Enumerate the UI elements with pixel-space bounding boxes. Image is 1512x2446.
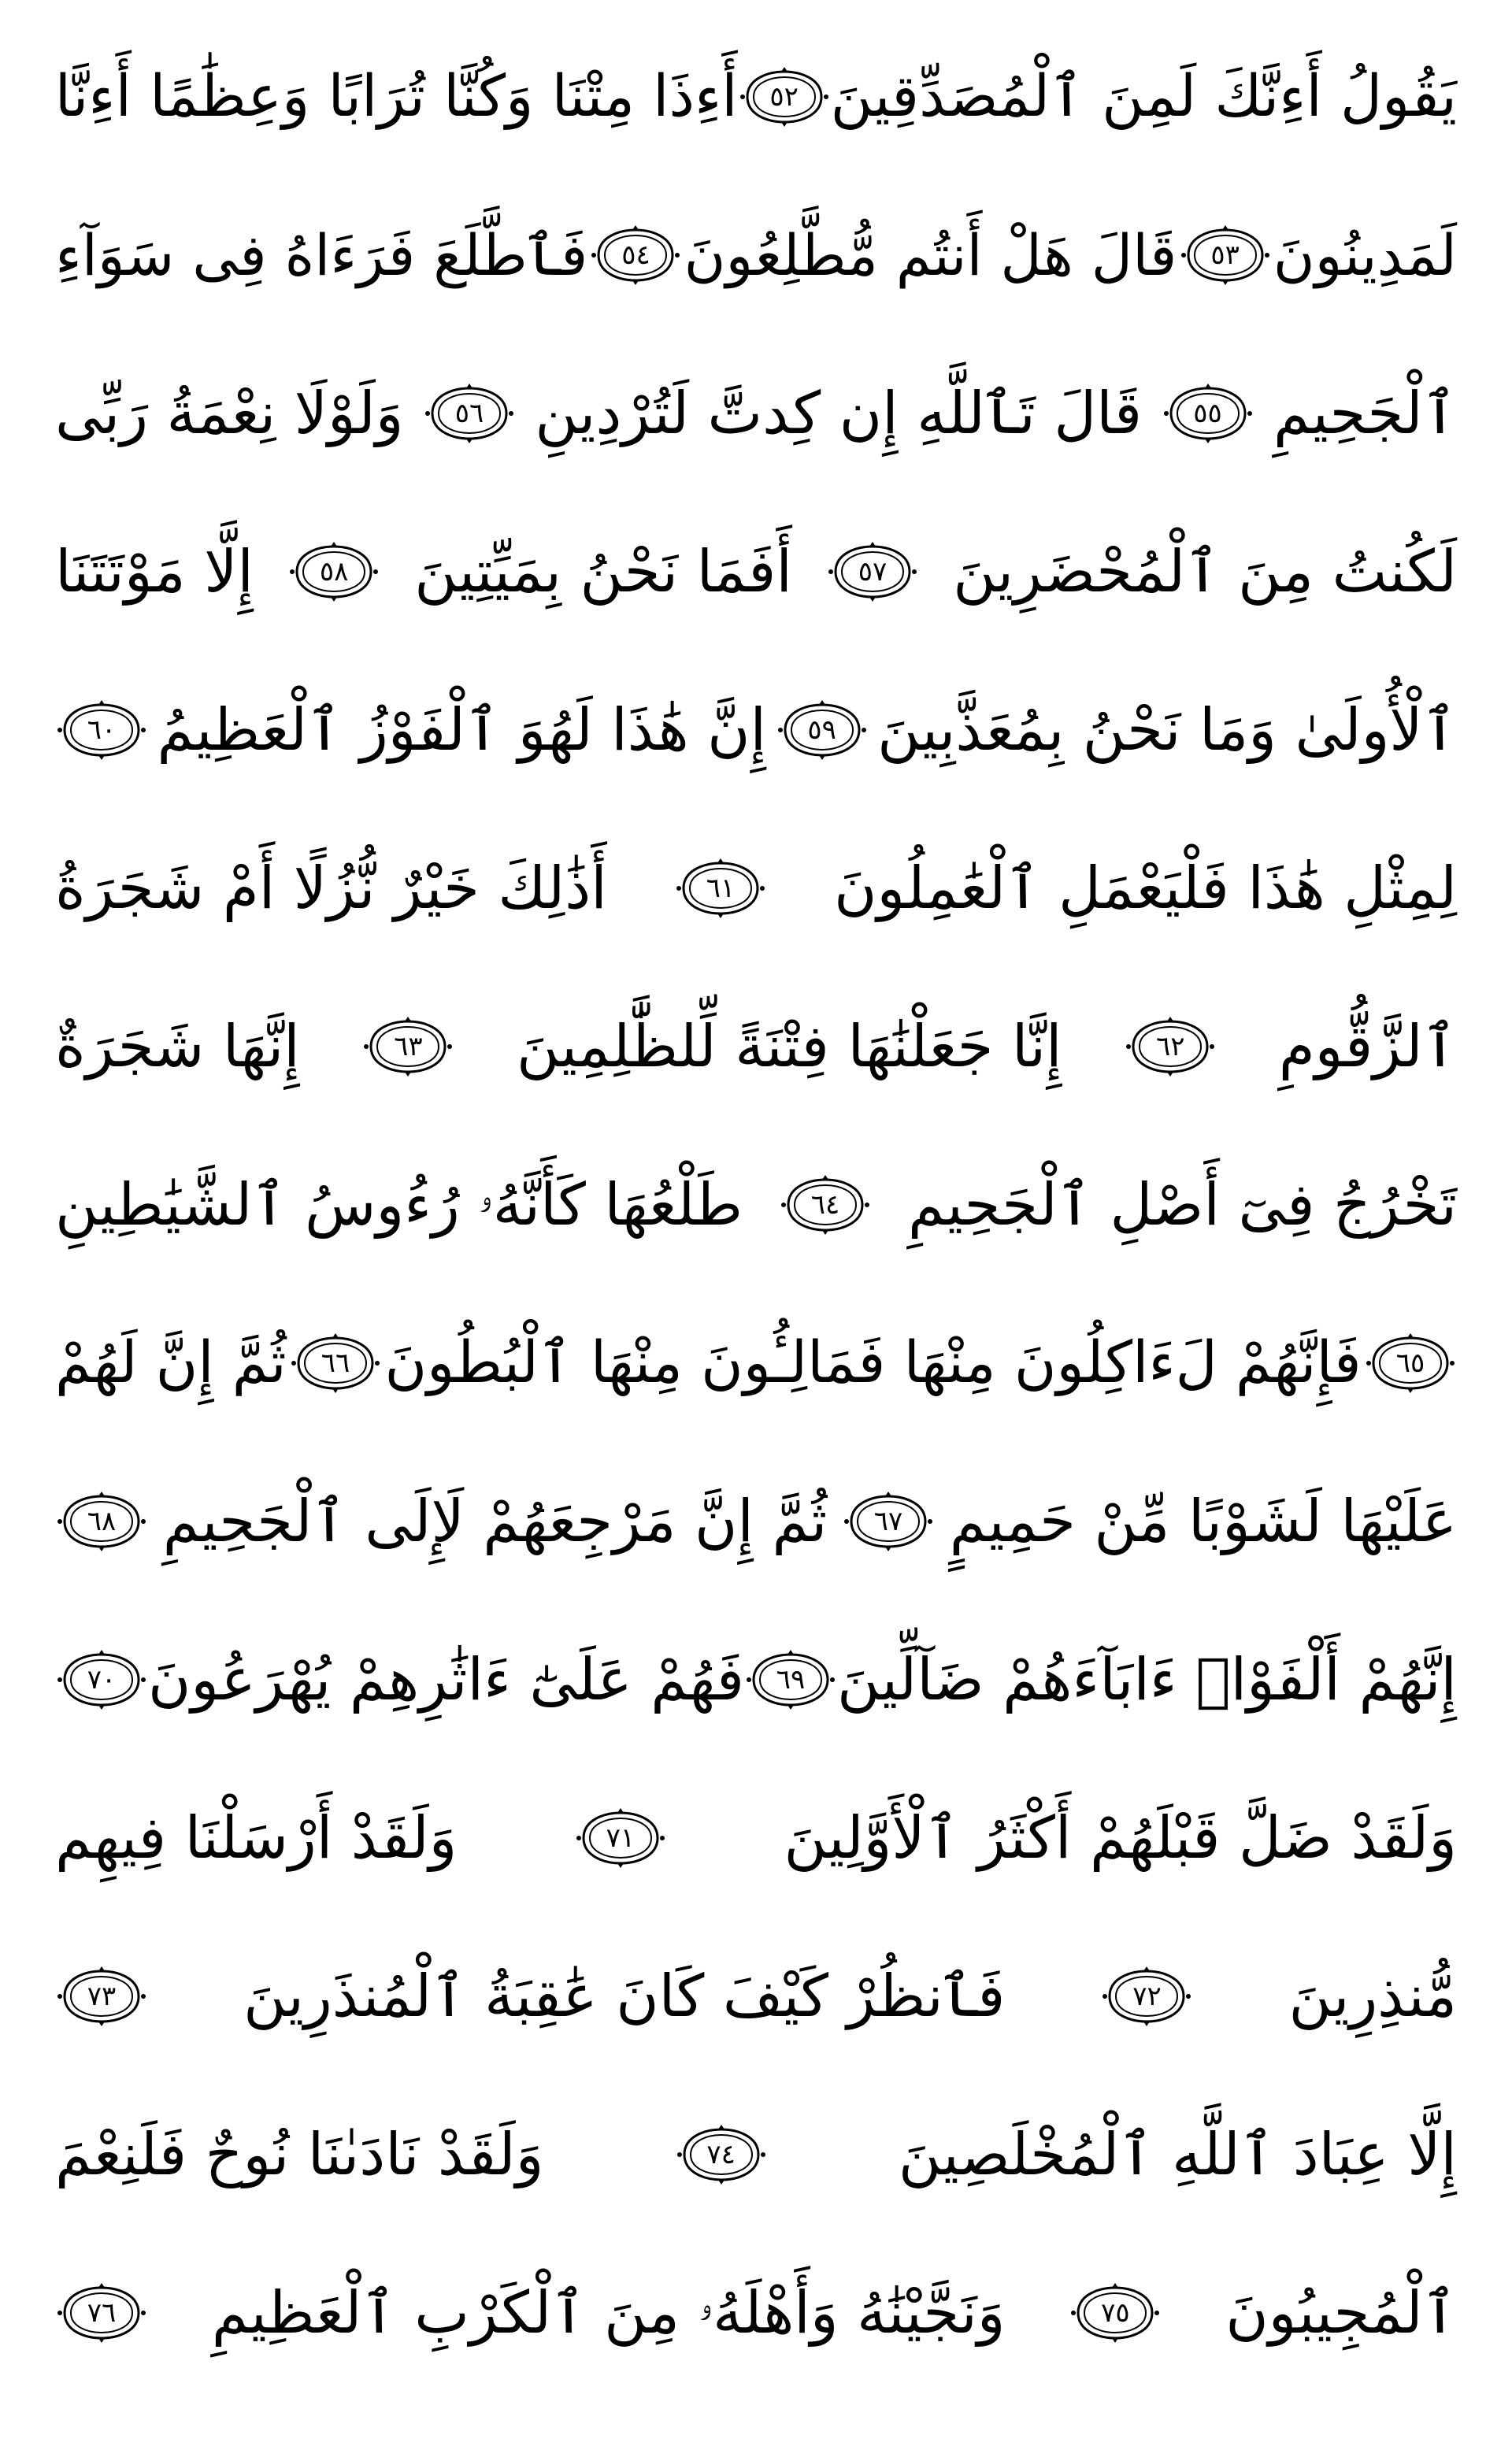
- verse-text: فَإِنَّهُمْ لَءَاكِلُونَ مِنْهَا فَمَالِـُٔونَ مِنْهَا ٱلْبُطُونَ: [384, 1329, 1362, 1396]
- verse-line: [55, 492, 1457, 650]
- verse-line: [55, 1917, 1457, 2075]
- verse-text: لِمِثْلِ هَٰذَا فَلْيَعْمَلِ ٱلْعَٰمِلُونَ: [834, 854, 1457, 922]
- ayah-number-marker: [674, 857, 767, 920]
- verse-text: لَمَدِينُونَ: [1273, 221, 1457, 288]
- ayah-number: ٦٩: [776, 1663, 806, 1696]
- ayah-number: ٥٥: [1193, 397, 1222, 429]
- ayah-number-marker: [423, 382, 516, 445]
- verse-text: قَالَ تَٱللَّهِ إِن كِدتَّ لَتُرْدِينِ: [535, 379, 1143, 447]
- ayah-number: ٧٣: [87, 1980, 117, 2012]
- ayah-number: ٦٧: [873, 1505, 903, 1537]
- verse-text: إِنَّهَا شَجَرَةٌ: [55, 1012, 300, 1080]
- ayah-number-marker: [842, 1490, 935, 1553]
- verse-text: ٱلْمُجِيبُونَ: [1225, 2278, 1457, 2347]
- verse-text: ٱلْأُولَىٰ وَمَا نَحْنُ بِمُعَذَّبِينَ: [877, 695, 1457, 764]
- ayah-number-marker: [776, 699, 869, 762]
- ayah-number: ٦٨: [87, 1505, 117, 1537]
- ayah-number: ٧١: [606, 1822, 636, 1854]
- ayah-number-marker: [779, 1173, 872, 1236]
- ayah-number: ٦٣: [394, 1030, 423, 1062]
- ayah-number-marker: [1364, 1332, 1457, 1395]
- ayah-number-marker: [589, 224, 682, 287]
- verse-text: إِنَّهُمْ أَلْفَوْا۟ ءَابَآءَهُمْ ضَآلِّينَ: [837, 1645, 1457, 1714]
- ayah-number-marker: [1162, 382, 1254, 445]
- verse-line: [55, 176, 1457, 334]
- verse-text: تَخْرُجُ فِىٓ أَصْلِ ٱلْجَحِيمِ: [907, 1170, 1457, 1239]
- ayah-number: ٥٣: [1210, 239, 1240, 271]
- ayah-number: ٧٦: [87, 2296, 117, 2329]
- ayah-number-marker: [744, 1648, 837, 1711]
- ayah-number: ٦٦: [321, 1347, 350, 1379]
- verse-line: [55, 1284, 1457, 1442]
- verse-text: أَءِذَا مِتْنَا وَكُنَّا تُرَابًا وَعِظَٰمًا أَءِنَّا: [54, 63, 738, 130]
- verse-text: فَٱطَّلَعَ فَرَءَاهُ فِى سَوَآءِ: [55, 221, 588, 288]
- ayah-number: ٧٥: [1101, 2296, 1130, 2329]
- ayah-number: ٥٢: [769, 80, 799, 113]
- verse-text: أَفَمَا نَحْنُ بِمَيِّتِينَ: [414, 537, 792, 606]
- verse-text: ثُمَّ إِنَّ لَهُمْ: [55, 1329, 287, 1396]
- verse-text: طَلْعُهَا كَأَنَّهُۥ رُءُوسُ ٱلشَّيَٰطِينِ: [55, 1170, 743, 1239]
- verse-text: فَٱنظُرْ كَيْفَ كَانَ عَٰقِبَةُ ٱلْمُنذَرِينَ: [243, 1962, 1006, 2030]
- ayah-number: ٥٦: [454, 397, 484, 429]
- ayah-number-marker: [55, 1490, 148, 1553]
- ayah-number-marker: [55, 1648, 148, 1711]
- ayah-number-marker: [1179, 224, 1272, 287]
- verse-line: [55, 650, 1457, 809]
- verse-line: [55, 809, 1457, 967]
- verse-line: [55, 1442, 1457, 1600]
- ayah-number: ٦٤: [810, 1188, 840, 1221]
- verse-text: ثُمَّ إِنَّ مَرْجِعَهُمْ لَإِلَى ٱلْجَحِيمِ: [162, 1487, 828, 1555]
- verse-text: مُّنذِرِينَ: [1288, 1962, 1457, 2030]
- ayah-number: ٥٧: [858, 555, 888, 587]
- verse-line: [55, 17, 1457, 176]
- ayah-number-marker: [287, 540, 380, 603]
- verse-text: لَكُنتُ مِنَ ٱلْمُحْضَرِينَ: [953, 537, 1457, 606]
- ayah-number-marker: [675, 2123, 768, 2186]
- ayah-number: ٥٨: [319, 555, 349, 587]
- ayah-number-marker: [1124, 1015, 1217, 1078]
- ayah-number-marker: [574, 1807, 667, 1870]
- ayah-number: ٦٥: [1395, 1347, 1425, 1379]
- verse-text: يَقُولُ أَءِنَّكَ لَمِنَ ٱلْمُصَدِّقِينَ: [830, 63, 1457, 130]
- verse-text: إِنَّ هَٰذَا لَهُوَ ٱلْفَوْزُ ٱلْعَظِيمُ: [157, 695, 767, 764]
- ayah-number: ٦٢: [1155, 1030, 1185, 1062]
- verse-text: عَلَيْهَا لَشَوْبًا مِّنْ حَمِيمٍ: [949, 1487, 1457, 1555]
- verse-text: وَلَقَدْ نَادَىٰنَا نُوحٌ فَلَنِعْمَ: [55, 2120, 544, 2188]
- verse-text: وَلَقَدْ ضَلَّ قَبْلَهُمْ أَكْثَرُ ٱلْأَوَّلِينَ: [784, 1803, 1457, 1872]
- ayah-number: ٥٤: [621, 239, 650, 271]
- ayah-number-marker: [55, 1965, 148, 2028]
- verse-text: وَنَجَّيْنَٰهُ وَأَهْلَهُۥ مِنَ ٱلْكَرْبِ ٱلْعَظِيمِ: [211, 2278, 1006, 2347]
- verse-lines: [55, 17, 1457, 2392]
- verse-line: [55, 1759, 1457, 1917]
- verse-text: وَلَقَدْ أَرْسَلْنَا فِيهِم: [55, 1803, 458, 1872]
- verse-line: [55, 334, 1457, 492]
- verse-text: ٱلزَّقُّومِ: [1278, 1012, 1457, 1080]
- verse-line: [55, 967, 1457, 1125]
- verse-line: [55, 2233, 1457, 2392]
- ayah-number: ٦٠: [87, 713, 117, 746]
- verse-text: إِنَّا جَعَلْنَٰهَا فِتْنَةً لِّلظَّٰلِمِينَ: [517, 1012, 1062, 1080]
- verse-text: ٱلْجَحِيمِ: [1273, 379, 1457, 447]
- ayah-number-marker: [826, 540, 919, 603]
- ayah-number-marker: [1069, 2281, 1162, 2344]
- verse-text: قَالَ هَلْ أَنتُم مُّطَّلِعُونَ: [684, 221, 1177, 288]
- verse-text: إِلَّا مَوْتَتَنَا: [55, 537, 254, 606]
- verse-line: [55, 1600, 1457, 1759]
- ayah-number-marker: [55, 2281, 148, 2344]
- ayah-number-marker: [289, 1332, 382, 1395]
- ayah-number-marker: [1100, 1965, 1193, 2028]
- ayah-number: ٧٤: [706, 2138, 736, 2170]
- ayah-number: ٥٩: [807, 713, 836, 746]
- verse-text: وَلَوْلَا نِعْمَةُ رَبِّى: [55, 379, 404, 447]
- verse-line: [55, 2075, 1457, 2233]
- verse-text: فَهُمْ عَلَىٰٓ ءَاثَٰرِهِمْ يُهْرَعُونَ: [148, 1645, 744, 1714]
- verse-line: [55, 1125, 1457, 1284]
- ayah-number-marker: [361, 1015, 454, 1078]
- verse-text: أَذَٰلِكَ خَيْرٌ نُّزُلًا أَمْ شَجَرَةُ: [55, 854, 607, 922]
- ayah-number: ٦١: [706, 872, 736, 904]
- ayah-number-marker: [55, 699, 148, 762]
- ayah-number: ٧٠: [87, 1663, 117, 1696]
- ayah-number-marker: [738, 65, 831, 128]
- ayah-number: ٧٢: [1132, 1980, 1162, 2012]
- verse-text: إِلَّا عِبَادَ ٱللَّهِ ٱلْمُخْلَصِينَ: [898, 2120, 1457, 2188]
